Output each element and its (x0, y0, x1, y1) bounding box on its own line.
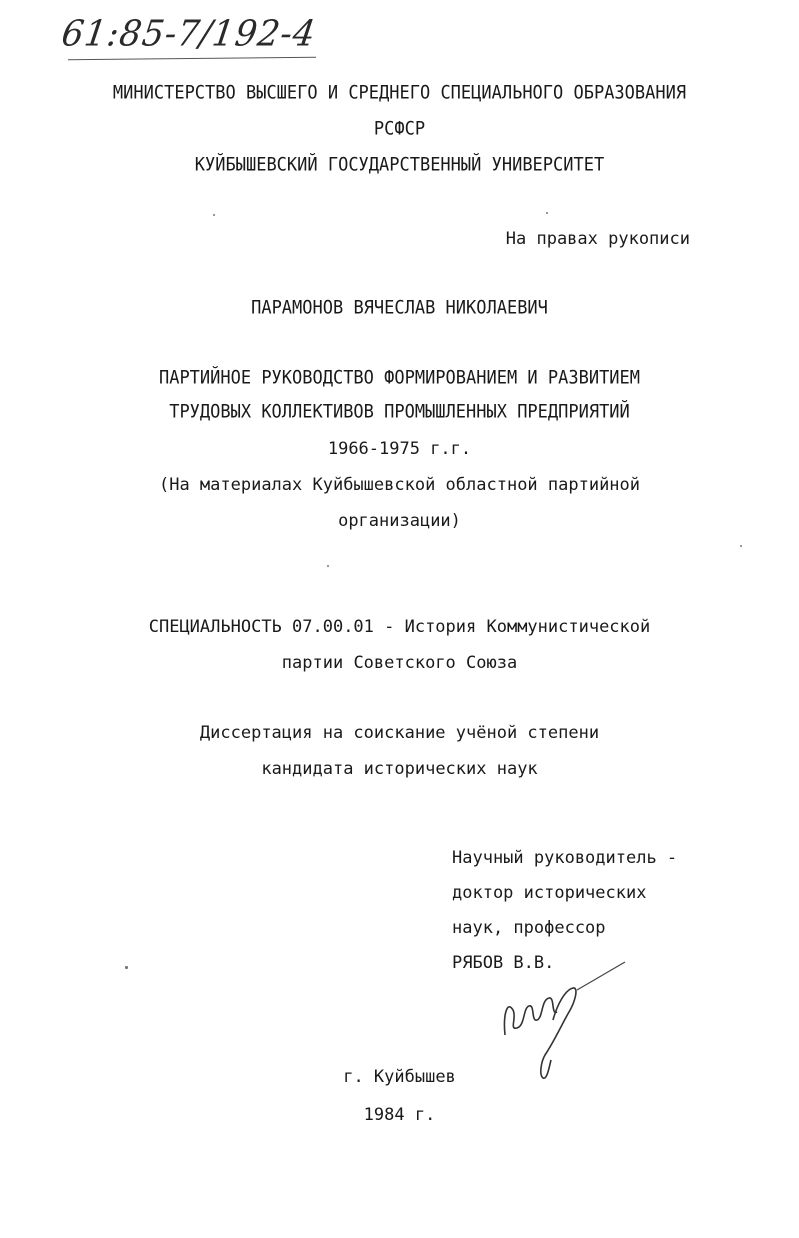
degree-line-2: кандидата исторических наук (261, 759, 538, 779)
supervisor-name: РЯБОВ В.В. (452, 953, 555, 973)
degree-line-1: Диссертация на соискание учёной степени (199, 723, 600, 743)
university-heading: КУЙБЫШЕВСКИЙ ГОСУДАРСТВЕННЫЙ УНИВЕРСИТЕТ (194, 153, 605, 177)
title-line-1: ПАРТИЙНОЕ РУКОВОДСТВО ФОРМИРОВАНИЕМ И РАЗВИТИЕМ (158, 366, 641, 390)
city: г. Куйбышев (343, 1067, 456, 1087)
title-line-2: ТРУДОВЫХ КОЛЛЕКТИВОВ ПРОМЫШЛЕННЫХ ПРЕДПРИЯТИЙ (169, 400, 630, 424)
author-name: ПАРАМОНОВ ВЯЧЕСЛАВ НИКОЛАЕВИЧ (251, 296, 548, 320)
supervisor-line-2: доктор исторических (452, 883, 647, 903)
specialty-line-1: СПЕЦИАЛЬНОСТЬ 07.00.01 - История Коммунистической (148, 617, 651, 637)
ministry-heading: МИНИСТЕРСТВО ВЫСШЕГО И СРЕДНЕГО СПЕЦИАЛЬНОГО ОБРАЗОВАНИЯ (112, 81, 687, 105)
subtitle-line-2: организации) (338, 511, 461, 531)
archive-code-handwritten: 61:85-7/192-4 (59, 13, 319, 56)
supervisor-line-1: Научный руководитель - (452, 848, 678, 868)
manuscript-rights-note: На правах рукописи (505, 229, 690, 249)
subtitle-line-1: (На материалах Куйбышевской областной партийной (158, 475, 641, 495)
supervisor-line-3: наук, профессор (452, 918, 606, 938)
title-years: 1966-1975 г.г. (327, 439, 472, 459)
specialty-line-2: партии Советского Союза (281, 653, 518, 673)
paper-speck (213, 214, 215, 216)
paper-speck (546, 212, 548, 214)
paper-speck (125, 966, 128, 969)
paper-speck (740, 545, 742, 547)
year: 1984 г. (363, 1105, 436, 1125)
paper-speck (327, 565, 329, 567)
archive-code-underline (68, 57, 316, 61)
republic-heading: РСФСР (373, 117, 426, 141)
